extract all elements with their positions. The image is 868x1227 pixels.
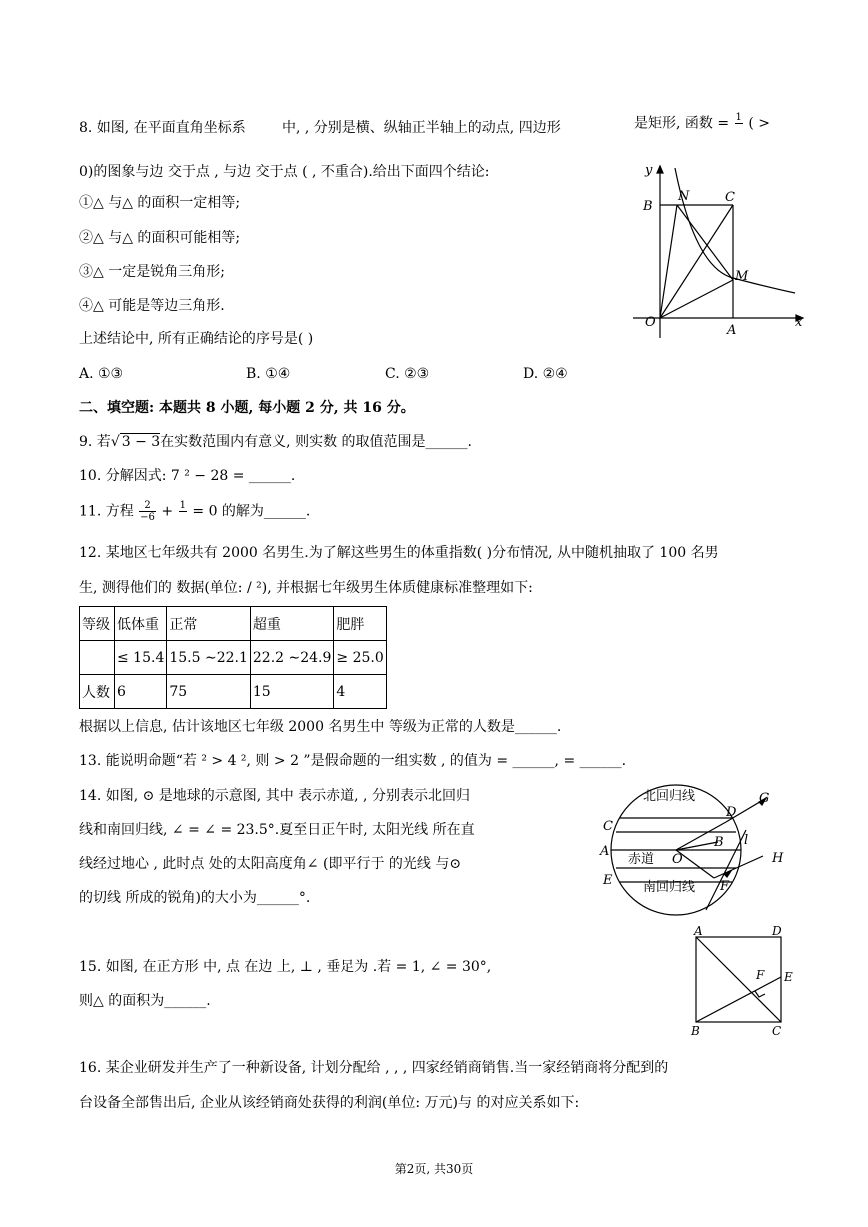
- label-f: F: [756, 968, 765, 982]
- q8-option-d: D. ②④: [523, 366, 568, 382]
- tangent-l: [706, 830, 749, 910]
- label-y: y: [645, 163, 653, 178]
- label-a: A: [727, 323, 737, 338]
- q12-line1: 12. 某地区七年级共有 2000 名男生.为了解这些男生的体重指数( )分布情况, 从中随机抽取了 100 名男: [79, 545, 719, 561]
- table-cell: 肥胖: [334, 607, 386, 641]
- q13: 13. 能说明命题“若 ² > 4 ², 则 > 2 ”是假命题的一组实数 , 的值为 = ______, = ______.: [79, 753, 627, 769]
- q8-figure: [625, 158, 810, 340]
- q9-pre: 9. 若: [79, 434, 111, 450]
- table-cell: 超重: [250, 607, 334, 641]
- q12-line3: 根据以上信息, 估计该地区七年级 2000 名男生中 等级为正常的人数是______.: [79, 719, 562, 735]
- section-2-heading: 二、填空题: 本题共 8 小题, 每小题 2 分, 共 16 分。: [79, 400, 415, 416]
- q8-func-text: 是矩形, 函数 =: [634, 115, 730, 132]
- q8-line1: [79, 119, 246, 137]
- q15-line2: 则△ 的面积为______.: [79, 993, 211, 1009]
- label-c: C: [603, 819, 613, 834]
- q8-func-tail: ( >: [748, 115, 771, 132]
- table-cell: 低体重: [115, 607, 167, 641]
- q9-radicand: 3 − 3: [121, 434, 161, 450]
- table-cell: 22.2 ∼24.9: [250, 641, 334, 675]
- q11-post: = 0 的解为______.: [192, 503, 311, 520]
- label-x: x: [795, 315, 803, 330]
- q8-line1b: 中, , 分别是横、纵轴正半轴上的动点, 四边形: [282, 120, 561, 136]
- y-axis-arrow: [657, 166, 663, 173]
- q8-conclusion-2: ②△ 与△ 的面积可能相等;: [79, 230, 241, 246]
- q8-option-c: C. ②③: [385, 366, 430, 382]
- label-a: A: [600, 844, 610, 859]
- q8-line2: 0)的图象与边 交于点 , 与边 交于点 ( , 不重合).给出下面四个结论:: [79, 164, 490, 180]
- table-cell: 正常: [167, 607, 251, 641]
- q8-line1a: 8. 如图, 在平面直角坐标系: [79, 120, 246, 136]
- label-m: M: [735, 269, 749, 284]
- q8-conclusion-4: ④△ 可能是等边三角形.: [79, 298, 225, 314]
- table-cell: 15: [250, 675, 334, 709]
- label-d: D: [726, 805, 737, 820]
- label-c: C: [772, 1024, 782, 1038]
- q8-question: 上述结论中, 所有正确结论的序号是( ): [79, 331, 314, 347]
- segment-om: [660, 280, 733, 318]
- q14-line1: 14. 如图, ⊙ 是地球的示意图, 其中 表示赤道, , 分别表示北回归: [79, 788, 470, 804]
- label-g: G: [759, 791, 770, 806]
- q12-line2: 生, 测得他们的 数据(单位: / ²), 并根据七年级男生体质健康标准整理如下:: [79, 580, 533, 596]
- q11-plus: +: [161, 503, 174, 520]
- bmi-table: [79, 606, 387, 709]
- q14-line4: 的切线 所成的锐角)的大小为______°.: [79, 890, 311, 906]
- q8-option-a: A. ①③: [79, 366, 124, 382]
- label-north-tropic: 北回归线: [643, 789, 696, 804]
- table-row: [80, 675, 387, 709]
- q14-line3: 线经过地心 , 此时点 处的太阳高度角∠ (即平行于 的光线 与⊙: [79, 856, 462, 872]
- table-row: [80, 641, 387, 675]
- q9: 9. 若√ 3 − 3在实数范围内有意义, 则实数 的取值范围是______.: [79, 434, 472, 450]
- q15-line1: 15. 如图, 在正方形 中, 点 在边 上, ⊥ , 垂足为 .若 = 1, ∠ = 30°,: [79, 959, 492, 975]
- q8-conclusion-3: ③△ 一定是锐角三角形;: [79, 264, 225, 280]
- label-o: O: [672, 852, 683, 867]
- segment-ac: [696, 937, 781, 1022]
- table-cell: [80, 641, 115, 675]
- q9-post: 在实数范围内有意义, 则实数 的取值范围是______.: [160, 434, 472, 450]
- q15-figure: [686, 925, 798, 1040]
- table-cell: 人数: [80, 675, 115, 709]
- ray-fh: [714, 856, 763, 878]
- label-c: C: [725, 190, 735, 205]
- q8-conclusion-1: ①△ 与△ 的面积一定相等;: [79, 195, 241, 211]
- label-south-tropic: 南回归线: [643, 880, 696, 895]
- label-o: O: [645, 315, 656, 330]
- table-cell: 15.5 ∼22.1: [167, 641, 251, 675]
- table-cell: 6: [115, 675, 167, 709]
- label-b: B: [691, 1024, 700, 1038]
- label-d: D: [772, 925, 782, 938]
- label-e: E: [603, 873, 613, 888]
- label-h: H: [772, 851, 784, 866]
- table-cell: 4: [334, 675, 386, 709]
- q8-line1c: [634, 112, 770, 135]
- segment-oc: [660, 205, 733, 318]
- label-n: N: [678, 189, 690, 204]
- segment-be: [696, 977, 781, 1022]
- label-b: B: [714, 835, 724, 850]
- q11-fraction-2: 1: [179, 500, 186, 511]
- label-l: l: [744, 833, 749, 848]
- table-cell: 等级: [80, 607, 115, 641]
- label-a: A: [694, 925, 703, 938]
- q11: [79, 500, 310, 523]
- table-row: [80, 607, 387, 641]
- q14-figure: [598, 780, 798, 920]
- label-equator: 赤道: [628, 852, 655, 867]
- label-e: E: [784, 970, 793, 984]
- q8-fraction: 1: [735, 112, 742, 123]
- table-cell: 75: [167, 675, 251, 709]
- segment-on: [660, 205, 677, 318]
- q16-line2: 台设备全部售出后, 企业从该经销商处获得的利润(单位: 万元)与 的对应关系如下:: [79, 1095, 580, 1111]
- q16-line1: 16. 某企业研发并生产了一种新设备, 计划分配给 , , , 四家经销商销售.当一家经销商将分配到的: [79, 1060, 669, 1076]
- table-cell: ≥ 25.0: [334, 641, 386, 675]
- q14-line2: 线和南回归线, ∠ = ∠ = 23.5°.夏至日正午时, 太阳光线 所在直: [79, 822, 475, 838]
- right-angle-mark: [755, 991, 765, 997]
- q11-fraction-1: $\frac{2}{-6}$: [140, 500, 155, 523]
- q8-option-b: B. ①④: [246, 366, 291, 382]
- q10: 10. 分解因式: 7 ² − 28 = ______.: [79, 468, 296, 484]
- page-footer: 第2页, 共30页: [394, 1162, 474, 1176]
- table-cell: ≤ 15.4: [115, 641, 167, 675]
- label-b: B: [643, 199, 653, 214]
- q11-pre: 11. 方程: [79, 503, 134, 520]
- segment-nm: [677, 205, 733, 280]
- label-f: F: [720, 879, 730, 894]
